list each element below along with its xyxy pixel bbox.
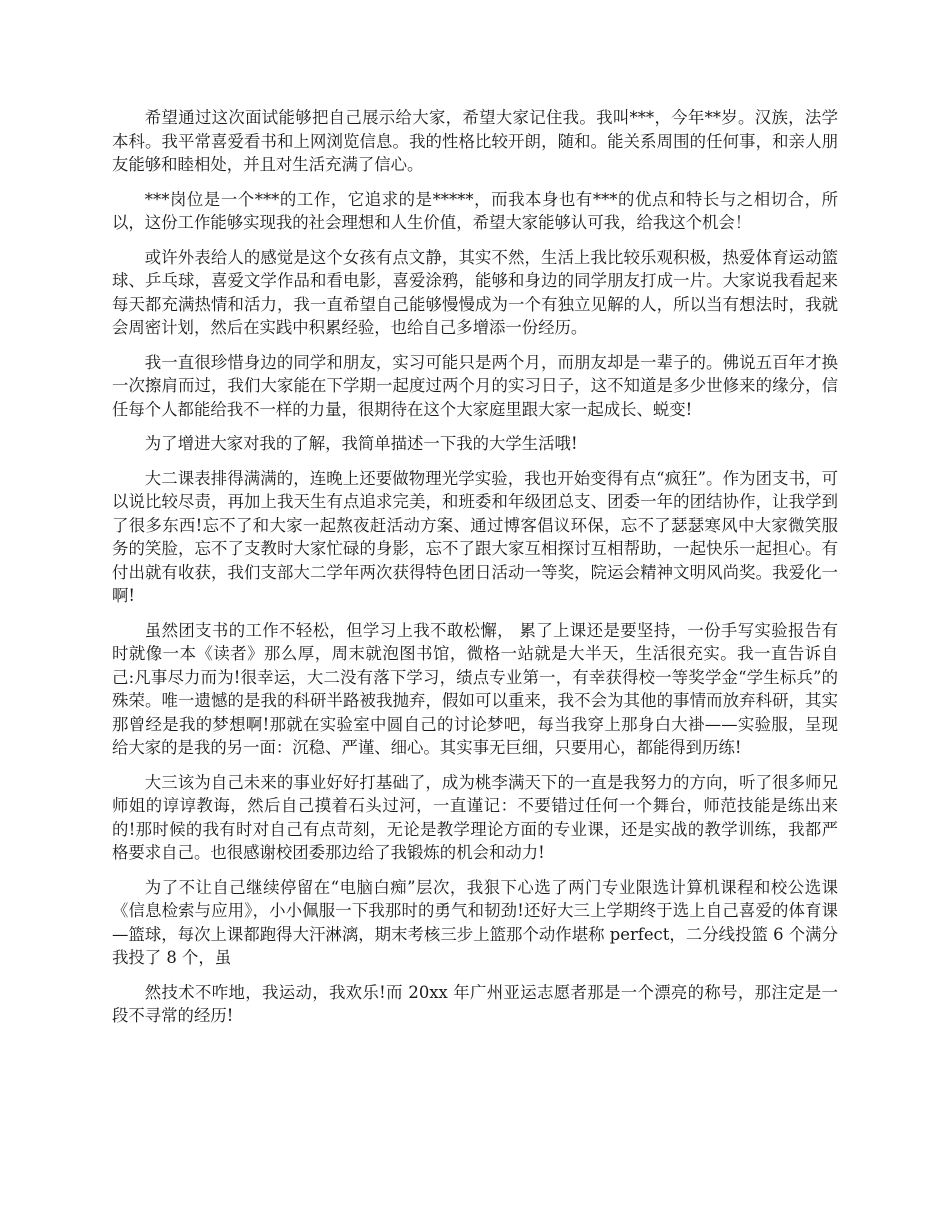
paragraph-position-fit: ***岗位是一个***的工作，它追求的是*****，而我本身也有***的优点和特长与之相切合，所以，这份工作能够实现我的社会理想和人生价值，希望大家能够认可我，给我这个机会！: [112, 189, 838, 232]
paragraph-junior-year: 大三该为自己未来的事业好好打基础了，成为桃李满天下的一直是我努力的方向，听了很多师兄师姐的谆谆教诲，然后自己摸着石头过河，一直谨记：不要错过任何一个舞台，师范技能是练出来的!那时候的我有时对自己有点苛刻，无论是教学理论方面的专业课，还是实战的教学训练，我都严格要求自己。也很感谢校团委那边给了我锻炼的机会和动力!: [112, 772, 838, 862]
document-body: [112, 106, 838, 1039]
paragraph-university-intro: 为了增进大家对我的了解，我简单描述一下我的大学生活哦!: [144, 434, 578, 453]
paragraph-self-introduction: 希望通过这次面试能够把自己展示给大家，希望大家记住我。我叫***，今年**岁。汉族，法学本科。我平常喜爱看书和上网浏览信息。我的性格比较开朗，随和。能关系周围的任何事，和亲人朋友能够和睦相处，并且对生活充满了信心。: [112, 108, 838, 174]
paragraph-computer-courses: 为了不让自己继续停留在“电脑白痴”层次，我狠下心选了两门专业限选计算机课程和校公选课《信息检索与应用》，小小佩服一下我那时的勇气和韧劲!还好大三上学期终于选上自己喜爱的体育课—篮球，每次上课都跑得大汗淋漓，期末考核三步上篮那个动作堪称 perfect，二分线投篮 6 个满分我投了 8 个，虽: [112, 877, 838, 967]
paragraph-personality: 或许外表给人的感觉是这个女孩有点文静，其实不然，生活上我比较乐观积极，热爱体育运动篮球、乒乓球，喜爱文学作品和看电影，喜爱涂鸦，能够和身边的同学朋友打成一片。大家说我看起来每天都充满热情和活力，我一直希望自己能够慢慢成为一个有独立见解的人，所以当有想法时，我就会周密计划，然后在实践中积累经验，也给自己多增添一份经历。: [112, 247, 838, 337]
paragraph-friends: 我一直很珍惜身边的同学和朋友，实习可能只是两个月，而朋友却是一辈子的。佛说五百年才换一次擦肩而过，我们大家能在下学期一起度过两个月的实习日子，这不知道是多少世修来的缘分，信任每个人都能给我不一样的力量，很期待在这个大家庭里跟大家一起成长、蜕变!: [112, 352, 838, 419]
paragraph-asian-games-volunteer: 然技术不咋地，我运动，我欢乐!而 20xx 年广州亚运志愿者那是一个漂亮的称号，那注定是一段不寻常的经历!: [112, 982, 838, 1025]
paragraph-study-research: 虽然团支书的工作不轻松，但学习上我不敢松懈， 累了上课还是要坚持，一份手写实验报告有时就像一本《读者》那么厚，周末就泡图书馆，微格一站就是大半天，生活很充实。我一直告诉自己:凡事尽力而为!很幸运，大二没有落下学习，绩点专业第一，有幸获得校一等奖学金“学生标兵”的殊荣。唯一遗憾的是我的科研半路被我抛弃，假如可以重来，我不会为其他的事情而放弃科研，其实那曾经是我的梦想啊!那就在实验室中圆自己的讨论梦吧，每当我穿上那身白大褂——实验服，呈现给大家的是我的另一面：沉稳、严谨、细心。其实事无巨细，只要用心，都能得到历练!: [112, 620, 838, 757]
paragraph-sophomore-year: 大二课表排得满满的，连晚上还要做物理光学实验，我也开始变得有点“疯狂”。作为团支书，可以说比较尽责，再加上我天生有点追求完美，和班委和年级团总支、团委一年的团结协作，让我学到了很多东西!忘不了和大家一起熬夜赶活动方案、通过博客倡议环保，忘不了瑟瑟寒风中大家微笑服务的笑脸，忘不了支教时大家忙碌的身影，忘不了跟大家互相探讨互相帮助，一起快乐一起担心。有付出就有收获，我们支部大二学年两次获得特色团日活动一等奖，院运会精神文明风尚奖。我爱化一啊!: [112, 468, 838, 605]
